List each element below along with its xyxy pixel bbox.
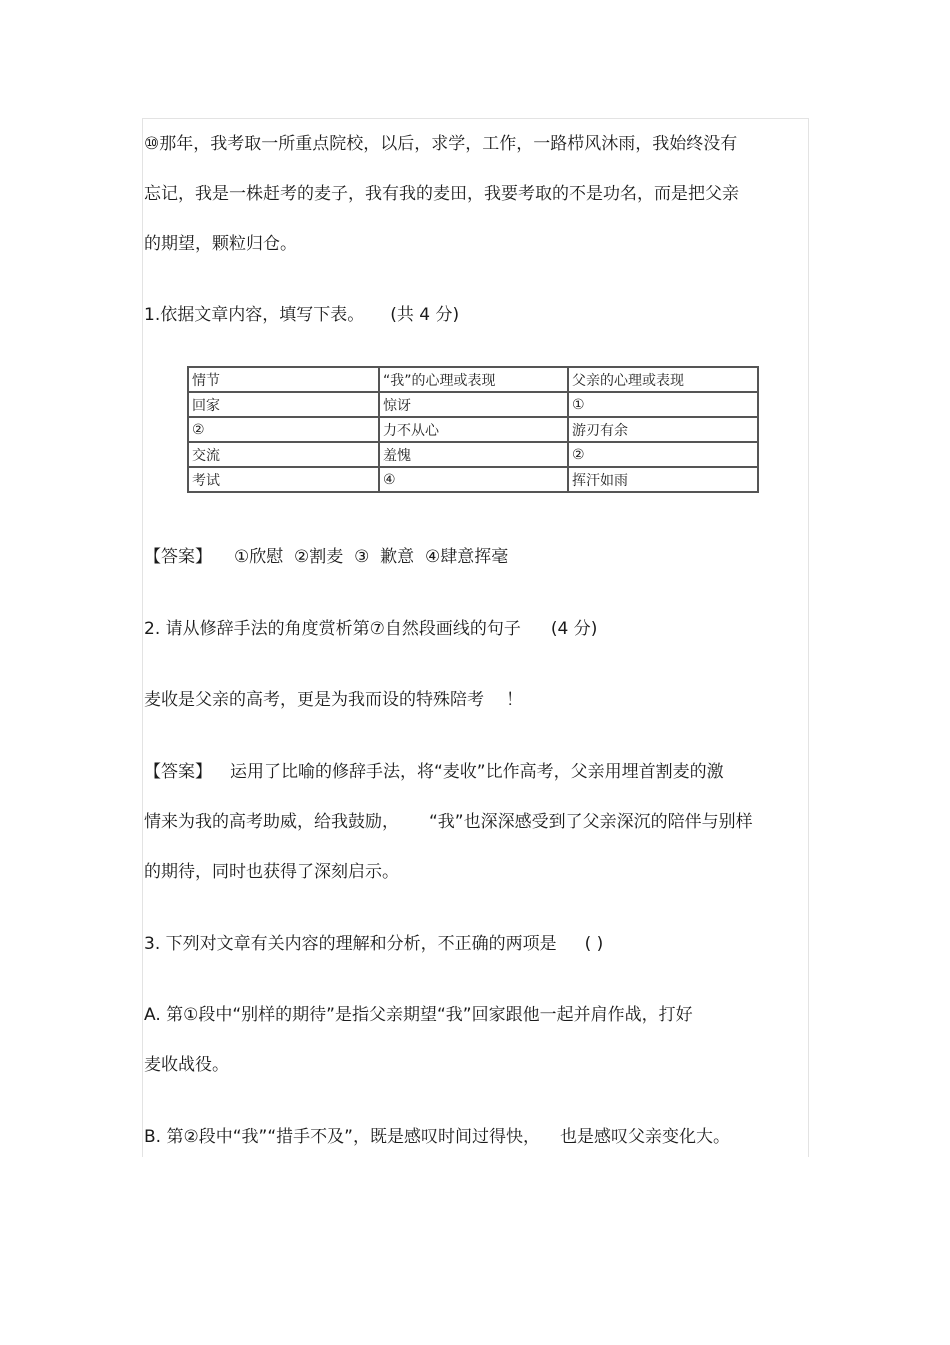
quote-text: 麦收是父亲的高考，更是为我而设的特殊陪考 bbox=[144, 690, 484, 710]
table-row bbox=[188, 442, 758, 467]
table-cell: ② bbox=[568, 442, 758, 467]
answer-label: 【答案】 bbox=[144, 762, 212, 782]
answer-text: 运用了比喻的修辞手法，将“麦收”比作高考，父亲用埋首割麦的激 bbox=[230, 762, 724, 782]
table-cell: ② bbox=[188, 417, 379, 442]
table-header-row bbox=[188, 367, 758, 392]
table-cell: 羞愧 bbox=[379, 442, 568, 467]
table-header-cell: 情节 bbox=[188, 367, 379, 392]
question-1-score: (共 4 分) bbox=[390, 305, 460, 325]
question-3 bbox=[144, 933, 603, 955]
table-cell: 回家 bbox=[188, 392, 379, 417]
plot-table bbox=[187, 366, 759, 493]
question-2-answer-line-1 bbox=[144, 761, 724, 783]
question-1-text: 1.依据文章内容，填写下表。 bbox=[144, 305, 365, 325]
question-2-score: (4 分) bbox=[550, 619, 598, 639]
table-cell: 惊讶 bbox=[379, 392, 568, 417]
question-2 bbox=[144, 618, 597, 640]
quote-end: ！ bbox=[506, 690, 523, 710]
underlined-sentence bbox=[144, 689, 523, 711]
option-b-text: 也是感叹父亲变化大。 bbox=[559, 1127, 730, 1147]
paragraph-10-line-2: 忘记，我是一株赶考的麦子，我有我的麦田，我要考取的不是功名，而是把父亲 bbox=[144, 184, 739, 204]
question-2-text: 2. 请从修辞手法的角度赏析第⑦自然段画线的句子 bbox=[144, 619, 521, 639]
table-cell: ① bbox=[568, 392, 758, 417]
question-1-answer bbox=[144, 546, 508, 568]
paragraph-10-line-3: 的期望，颗粒归仓。 bbox=[144, 234, 297, 254]
option-b-text: B. 第②段中“我”“措手不及”，既是感叹时间过得快， bbox=[144, 1127, 540, 1147]
table-row bbox=[188, 417, 758, 442]
question-3-text: 3. 下列对文章有关内容的理解和分析，不正确的两项是 bbox=[144, 934, 557, 954]
table-cell: 考试 bbox=[188, 467, 379, 492]
table-cell: 游刃有余 bbox=[568, 417, 758, 442]
table-row bbox=[188, 392, 758, 417]
answer-text: ①欣慰 ②割麦 ③ 歉意 ④肆意挥毫 bbox=[234, 547, 509, 567]
question-2-answer-line-3: 的期待，同时也获得了深刻启示。 bbox=[144, 862, 399, 882]
table-header-cell: 父亲的心理或表现 bbox=[568, 367, 758, 392]
answer-text: “我”也深深感受到了父亲深沉的陪伴与别样 bbox=[429, 812, 753, 832]
table-cell: 挥汗如雨 bbox=[568, 467, 758, 492]
option-a-line-1: A. 第①段中“别样的期待”是指父亲期望“我”回家跟他一起并肩作战，打好 bbox=[144, 1005, 693, 1025]
question-2-answer-line-2 bbox=[144, 811, 753, 833]
table-header-cell: “我”的心理或表现 bbox=[379, 367, 568, 392]
table-cell: ④ bbox=[379, 467, 568, 492]
table-cell: 交流 bbox=[188, 442, 379, 467]
table-row bbox=[188, 467, 758, 492]
option-b bbox=[144, 1126, 730, 1148]
question-1 bbox=[144, 304, 459, 326]
paragraph-10-line-1: ⑩那年，我考取一所重点院校，以后，求学，工作，一路栉风沐雨，我始终没有 bbox=[144, 134, 738, 154]
question-3-paren: ( ) bbox=[584, 934, 604, 954]
table-cell: 力不从心 bbox=[379, 417, 568, 442]
option-a-line-2: 麦收战役。 bbox=[144, 1055, 229, 1075]
answer-label: 【答案】 bbox=[144, 547, 212, 567]
answer-text: 情来为我的高考助威，给我鼓励， bbox=[144, 812, 399, 832]
